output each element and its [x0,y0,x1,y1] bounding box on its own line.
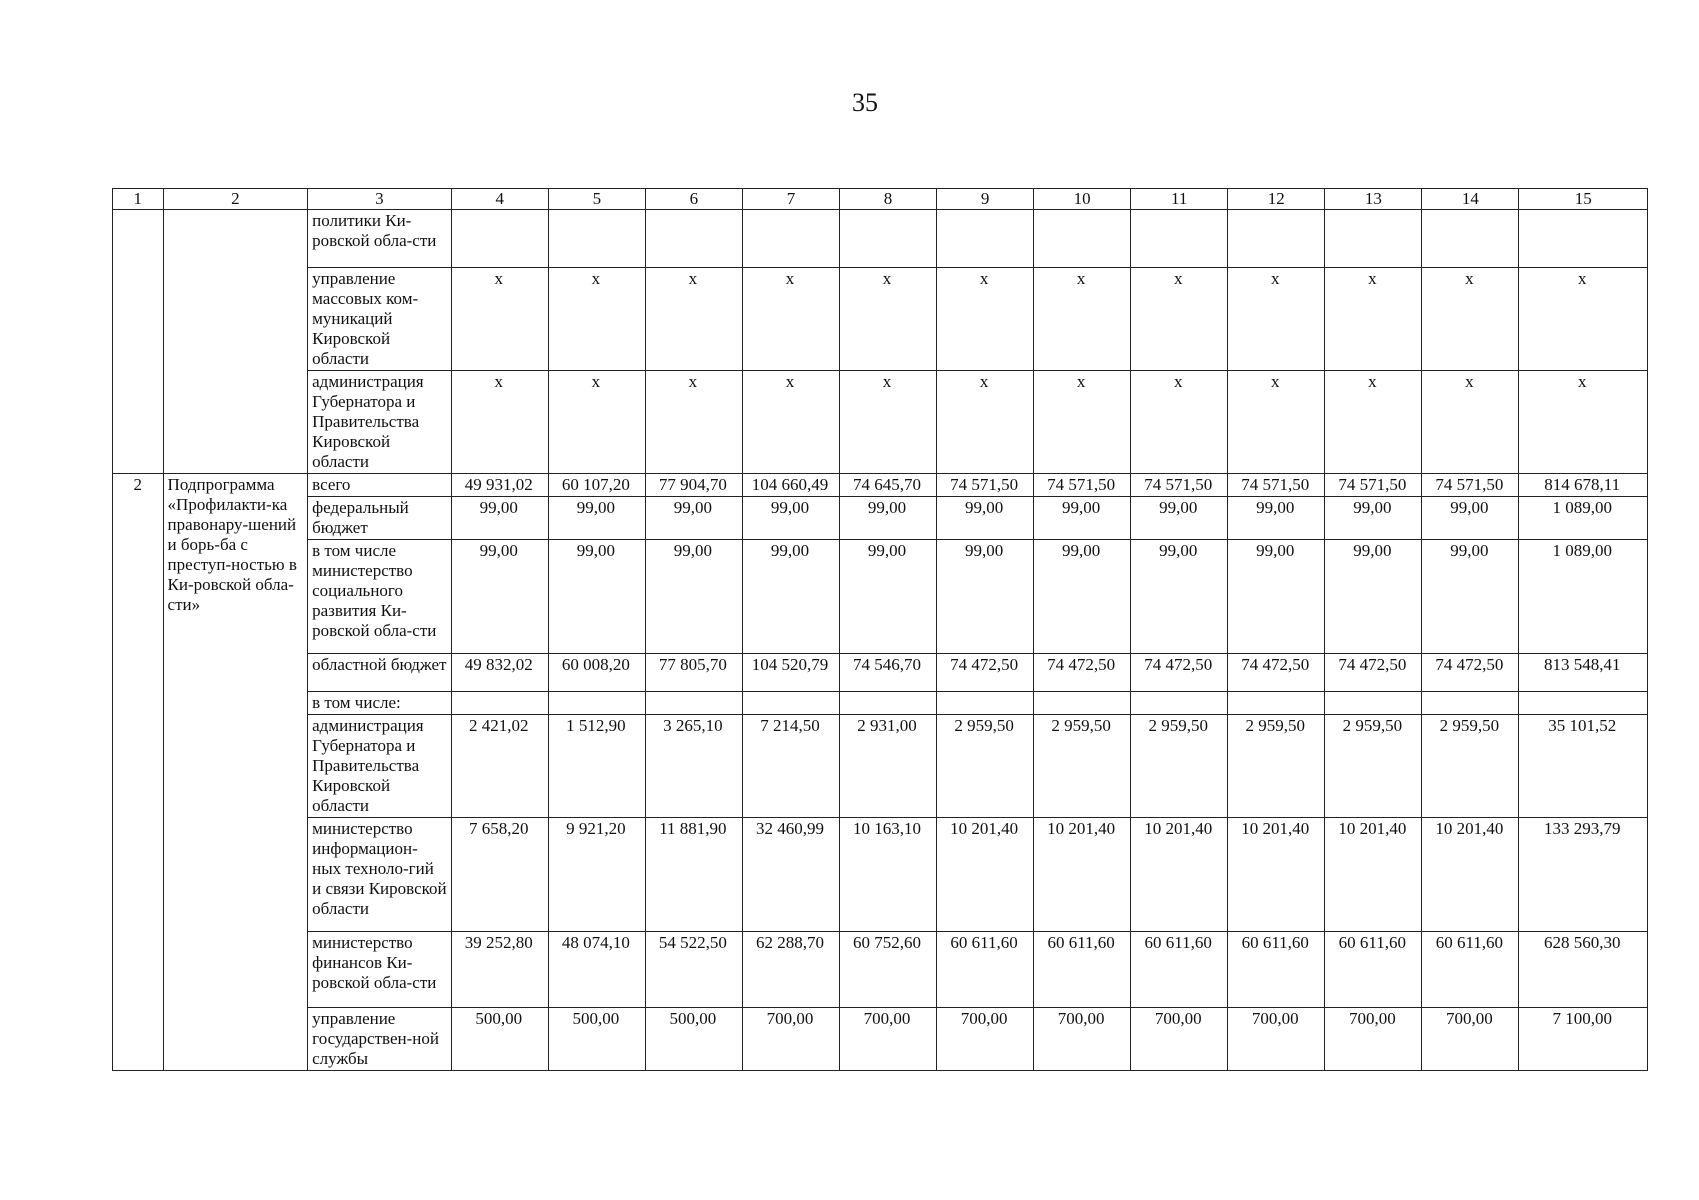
table-cell [451,210,548,268]
table-cell: 1 089,00 [1519,497,1648,540]
table-row [113,715,1648,818]
table-cell: x [937,268,1034,371]
table-cell: 99,00 [1034,497,1131,540]
table-cell: 813 548,41 [1519,654,1648,692]
table-cell: 99,00 [1422,540,1519,654]
table-cell [1228,692,1325,715]
row-label: администрация Губернатора и Правительства Кировской области [308,715,452,818]
table-cell [1325,210,1422,268]
page-number: 35 [852,88,878,117]
table-cell: 49 931,02 [451,474,548,497]
table-cell: 99,00 [548,497,645,540]
table-cell: 1 089,00 [1519,540,1648,654]
table-cell: 99,00 [1228,497,1325,540]
table-cell: x [548,371,645,474]
table-cell [839,210,936,268]
table-cell: 2 959,50 [1325,715,1422,818]
table-cell: 35 101,52 [1519,715,1648,818]
table-cell: 2 959,50 [1034,715,1131,818]
table-cell: x [1034,268,1131,371]
table-cell: x [1519,268,1648,371]
table-cell [1422,692,1519,715]
table-body [113,210,1648,1071]
table-cell: 99,00 [1034,540,1131,654]
program-name: Подпрограмма «Профилакти-ка правонару-шений и борь-ба с преступ-ностью в Ки-ровской обла-сти» [163,474,308,1071]
table-cell: 2 959,50 [1131,715,1228,818]
table-row [113,692,1648,715]
table-cell: 60 611,60 [1228,932,1325,1008]
column-number-header: 5 [548,189,645,210]
table-cell: 74 571,50 [1422,474,1519,497]
table-cell: 99,00 [645,540,742,654]
table-cell: 10 201,40 [1131,818,1228,932]
table-cell: x [1519,371,1648,474]
table-cell: 133 293,79 [1519,818,1648,932]
table-cell: 60 611,60 [1325,932,1422,1008]
table-cell [742,210,839,268]
table-cell [937,692,1034,715]
table-cell: 104 660,49 [742,474,839,497]
table-cell [645,210,742,268]
table-cell: 74 472,50 [1034,654,1131,692]
table-cell: 74 546,70 [839,654,936,692]
table-cell [645,692,742,715]
table-cell: 2 959,50 [1422,715,1519,818]
table-cell: x [839,371,936,474]
table-cell: x [742,268,839,371]
empty-name-cell [163,210,308,474]
column-number-row [113,189,1648,210]
table-cell: x [451,371,548,474]
table-row [113,497,1648,540]
column-number-header: 9 [937,189,1034,210]
column-number-header: 1 [113,189,164,210]
row-label: в том числе министерство социального развития Ки-ровской обла-сти [308,540,452,654]
row-label: политики Ки-ровской обла-сти [308,210,452,268]
table-cell: x [1034,371,1131,474]
budget-table [112,188,1648,1071]
table-row [113,210,1648,268]
table-cell: 49 832,02 [451,654,548,692]
row-label: министерство финансов Ки-ровской обла-сти [308,932,452,1008]
table-cell: 74 571,50 [1034,474,1131,497]
table-cell: 3 265,10 [645,715,742,818]
column-number-header: 7 [742,189,839,210]
table-cell [1422,210,1519,268]
column-number-header: 11 [1131,189,1228,210]
table-cell: 99,00 [742,497,839,540]
table-cell: 2 959,50 [1228,715,1325,818]
table-cell [1131,692,1228,715]
table-cell [1325,692,1422,715]
table-cell: 99,00 [839,497,936,540]
row-label: областной бюджет [308,654,452,692]
table-cell: 99,00 [839,540,936,654]
column-number-header: 2 [163,189,308,210]
table-cell [742,692,839,715]
table-cell: x [451,268,548,371]
table-cell: 814 678,11 [1519,474,1648,497]
table-cell: 60 752,60 [839,932,936,1008]
table-cell: 628 560,30 [1519,932,1648,1008]
column-number-header: 13 [1325,189,1422,210]
table-cell: x [645,371,742,474]
table-cell: 500,00 [548,1008,645,1071]
table-cell: 700,00 [839,1008,936,1071]
table-cell: 99,00 [451,497,548,540]
table-cell: 9 921,20 [548,818,645,932]
table-cell: x [1325,268,1422,371]
table-cell: 700,00 [1131,1008,1228,1071]
table-cell: 2 931,00 [839,715,936,818]
table-cell: 74 645,70 [839,474,936,497]
table-cell: 700,00 [1422,1008,1519,1071]
table-cell: 99,00 [1131,497,1228,540]
table-cell: 60 611,60 [937,932,1034,1008]
column-number-header: 15 [1519,189,1648,210]
table-cell: 99,00 [645,497,742,540]
table-cell [1034,692,1131,715]
table-cell: 99,00 [1131,540,1228,654]
table-cell: 99,00 [937,497,1034,540]
table-cell: 500,00 [451,1008,548,1071]
table-cell: x [1422,371,1519,474]
table-cell: 700,00 [1228,1008,1325,1071]
table-cell: 99,00 [1228,540,1325,654]
table-cell: 60 611,60 [1034,932,1131,1008]
row-label: управление массовых ком-муникаций Кировской области [308,268,452,371]
table-cell: 10 201,40 [1325,818,1422,932]
table-cell: 74 571,50 [1325,474,1422,497]
table-cell: 32 460,99 [742,818,839,932]
column-number-header: 4 [451,189,548,210]
table-header [113,189,1648,210]
table-row [113,1008,1648,1071]
table-cell: x [645,268,742,371]
row-label: министерство информацион-ных техноло-гий и связи Кировской области [308,818,452,932]
table-cell: 104 520,79 [742,654,839,692]
table-cell [1519,210,1648,268]
table-cell: 10 201,40 [937,818,1034,932]
table-cell: 700,00 [1034,1008,1131,1071]
table-cell: 2 959,50 [937,715,1034,818]
table-cell: 99,00 [548,540,645,654]
table-cell: 48 074,10 [548,932,645,1008]
table-cell: 7 214,50 [742,715,839,818]
table-cell: 99,00 [1325,497,1422,540]
table-cell: x [1131,268,1228,371]
table-cell: x [1228,268,1325,371]
table-cell: 7 100,00 [1519,1008,1648,1071]
row-label: всего [308,474,452,497]
table-cell: 39 252,80 [451,932,548,1008]
table-cell: 11 881,90 [645,818,742,932]
row-label: в том числе: [308,692,452,715]
table-cell [1228,210,1325,268]
table-cell: x [1422,268,1519,371]
table-row [113,540,1648,654]
table-cell: x [1131,371,1228,474]
table-cell: 74 472,50 [1131,654,1228,692]
table-cell: x [1228,371,1325,474]
empty-number-cell [113,210,164,474]
table-cell [1131,210,1228,268]
table-cell: 10 201,40 [1228,818,1325,932]
table-cell: x [1325,371,1422,474]
row-label: управление государствен-ной службы [308,1008,452,1071]
table-cell [839,692,936,715]
table-row [113,932,1648,1008]
table-cell [937,210,1034,268]
table-cell: 77 805,70 [645,654,742,692]
table-cell: 99,00 [742,540,839,654]
table-cell: 99,00 [937,540,1034,654]
column-number-header: 8 [839,189,936,210]
table-cell: 74 472,50 [937,654,1034,692]
column-number-header: 6 [645,189,742,210]
program-number: 2 [113,474,164,1071]
table-cell: x [839,268,936,371]
table-cell: 74 472,50 [1228,654,1325,692]
column-number-header: 3 [308,189,452,210]
table-cell: 60 008,20 [548,654,645,692]
table-row [113,818,1648,932]
table-row [113,654,1648,692]
table-cell [1519,692,1648,715]
table-cell: 7 658,20 [451,818,548,932]
table-cell: 700,00 [1325,1008,1422,1071]
table-cell: 1 512,90 [548,715,645,818]
column-number-header: 14 [1422,189,1519,210]
table-cell: x [548,268,645,371]
table-cell: 60 611,60 [1131,932,1228,1008]
table-cell: x [742,371,839,474]
table-cell [548,692,645,715]
table-cell: 74 472,50 [1325,654,1422,692]
table-cell: 99,00 [451,540,548,654]
row-label: федеральный бюджет [308,497,452,540]
table-cell: 10 201,40 [1034,818,1131,932]
table-cell: 2 421,02 [451,715,548,818]
table-row [113,371,1648,474]
table-cell: 10 201,40 [1422,818,1519,932]
table-cell: 74 571,50 [1131,474,1228,497]
table-cell [1034,210,1131,268]
row-label: администрация Губернатора и Правительства Кировской области [308,371,452,474]
table-cell: 99,00 [1422,497,1519,540]
table-cell: 62 288,70 [742,932,839,1008]
table-cell: 74 571,50 [1228,474,1325,497]
column-number-header: 12 [1228,189,1325,210]
table-cell: 700,00 [937,1008,1034,1071]
table-cell: 10 163,10 [839,818,936,932]
table-cell [548,210,645,268]
table-cell: 500,00 [645,1008,742,1071]
table-row [113,474,1648,497]
table-cell: x [937,371,1034,474]
table-cell: 54 522,50 [645,932,742,1008]
table-cell: 74 571,50 [937,474,1034,497]
table-cell: 74 472,50 [1422,654,1519,692]
table-cell [451,692,548,715]
column-number-header: 10 [1034,189,1131,210]
table-cell: 60 611,60 [1422,932,1519,1008]
table-cell: 700,00 [742,1008,839,1071]
table-cell: 60 107,20 [548,474,645,497]
table-cell: 77 904,70 [645,474,742,497]
table-cell: 99,00 [1325,540,1422,654]
table-row [113,268,1648,371]
